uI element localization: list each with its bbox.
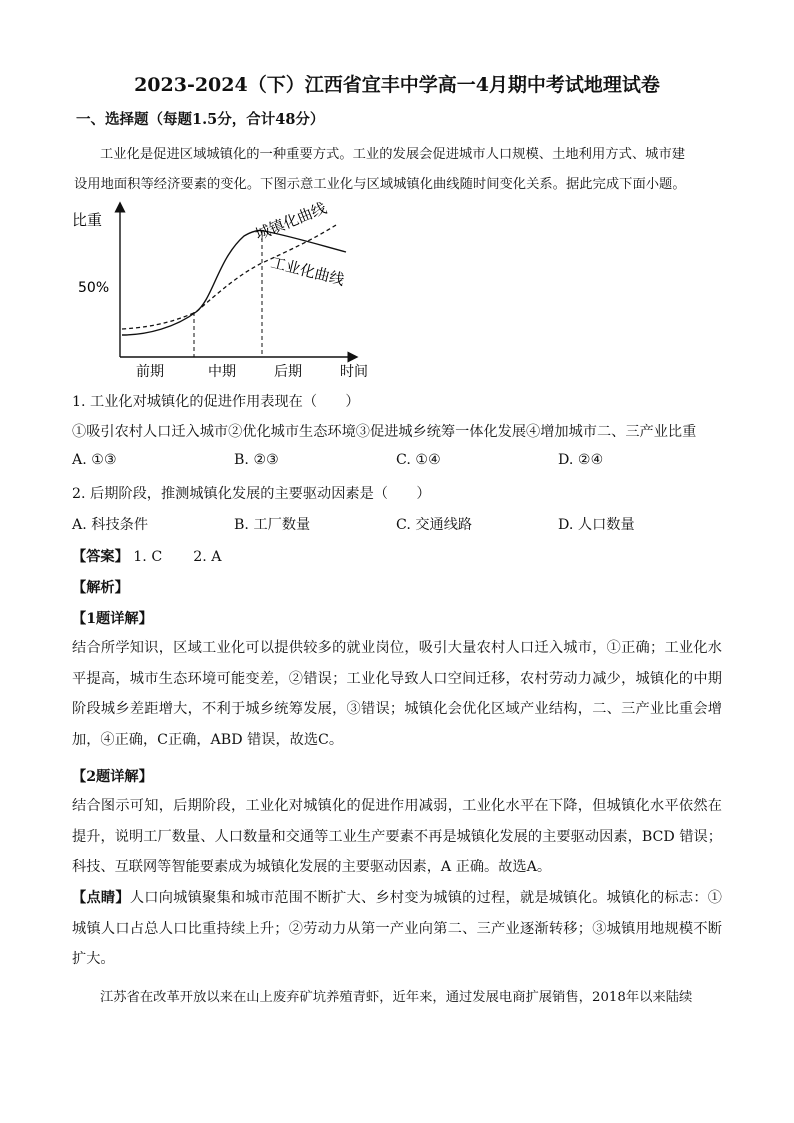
question-1-stem: 1. 工业化对城镇化的促进作用表现在（ ）: [72, 394, 360, 410]
q2-option-a: A. 科技条件: [72, 517, 149, 533]
section-heading: 一、选择题（每题1.5分，合计48分）: [76, 111, 325, 128]
urbanization-curve-label: 城镇化曲线: [252, 198, 330, 244]
stage-label-late: 后期: [274, 364, 302, 380]
q1-option-c: C. ①④: [396, 452, 441, 468]
detail-1-label: 【1题详解】: [72, 611, 153, 627]
q1-option-a: A. ①③: [72, 452, 117, 468]
q2-option-d: D. 人口数量: [558, 517, 635, 533]
question-1-statement: ①吸引农村人口迁入城市②优化城市生态环境③促进城乡统筹一体化发展④增加城市二、三产业比重: [72, 424, 697, 440]
detail-1-text: 结合所学知识，区域工业化可以提供较多的就业岗位，吸引大量农村人口迁入城市，①正确；工业化水平提高，城市生态环境可能变差，②错误；工业化导致人口空间迁移，农村劳动力减少，城镇化的中期阶段城乡差距增大，不利于城乡统筹发展，③错误；城镇化会优化区域产业结构，二、三产业比重会增加，④正确，C正确，ABD 错误，故选C。: [72, 640, 722, 748]
q2-option-b: B. 工厂数量: [234, 517, 311, 533]
question-2-stem: 2. 后期阶段，推测城镇化发展的主要驱动因素是（ ）: [72, 486, 431, 502]
y-axis-label: 比重: [72, 211, 103, 229]
intro-line-2: 设用地面积等经济要素的变化。下图示意工业化与区域城镇化曲线随时间变化关系。据此完成下面小题。: [74, 177, 686, 192]
stage-label-middle: 中期: [208, 364, 236, 380]
answer-2: 2. A: [193, 549, 222, 565]
industrialization-urbanization-chart: [68, 195, 388, 385]
tip-text: 人口向城镇聚集和城市范围不断扩大、乡村变为城镇的过程，就是城镇化。城镇化的标志：①城镇人口占总人口比重持续上升；②劳动力从第一产业向第二、三产业逐渐转移；③城镇用地规模不断扩大。: [72, 890, 722, 967]
page-title: 2023-2024（下）江西省宜丰中学高一4月期中考试地理试卷: [134, 74, 660, 96]
detail-2-text: 结合图示可知，后期阶段，工业化对城镇化的促进作用减弱，工业化水平在下降，但城镇化水平依然在提升，说明工厂数量、人口数量和交通等工业生产要素不再是城镇化发展的主要驱动因素，BCD 错误；科技、互联网等智能要素成为城镇化发展的主要驱动因素，A 正确。故选A。: [72, 798, 722, 875]
q2-option-c: C. 交通线路: [396, 517, 473, 533]
answer-line: [72, 546, 222, 566]
intro-line-1: 工业化是促进区域城镇化的一种重要方式。工业的发展会促进城市人口规模、土地利用方式、城市建: [100, 147, 686, 162]
tip-block: [72, 883, 722, 975]
stage-label-early: 前期: [136, 364, 164, 380]
analysis-label: 【解析】: [72, 580, 129, 596]
tip-label: 【点睛】: [72, 890, 130, 906]
q1-option-b: B. ②③: [234, 452, 279, 468]
next-passage-intro: 江苏省在改革开放以来在山上废弃矿坑养殖青虾，近年来，通过发展电商扩展销售，2018年以来陆续: [100, 990, 693, 1005]
detail-2-label: 【2题详解】: [72, 769, 153, 785]
x-axis-label: 时间: [340, 364, 368, 380]
q1-option-d: D. ②④: [558, 452, 604, 468]
industrialization-curve-label: 工业化曲线: [269, 253, 347, 290]
y-tick-50: 50%: [78, 280, 110, 296]
answer-label: 【答案】: [72, 549, 129, 565]
answer-1: 1. C: [133, 549, 163, 565]
industrialization-curve: [122, 231, 346, 335]
